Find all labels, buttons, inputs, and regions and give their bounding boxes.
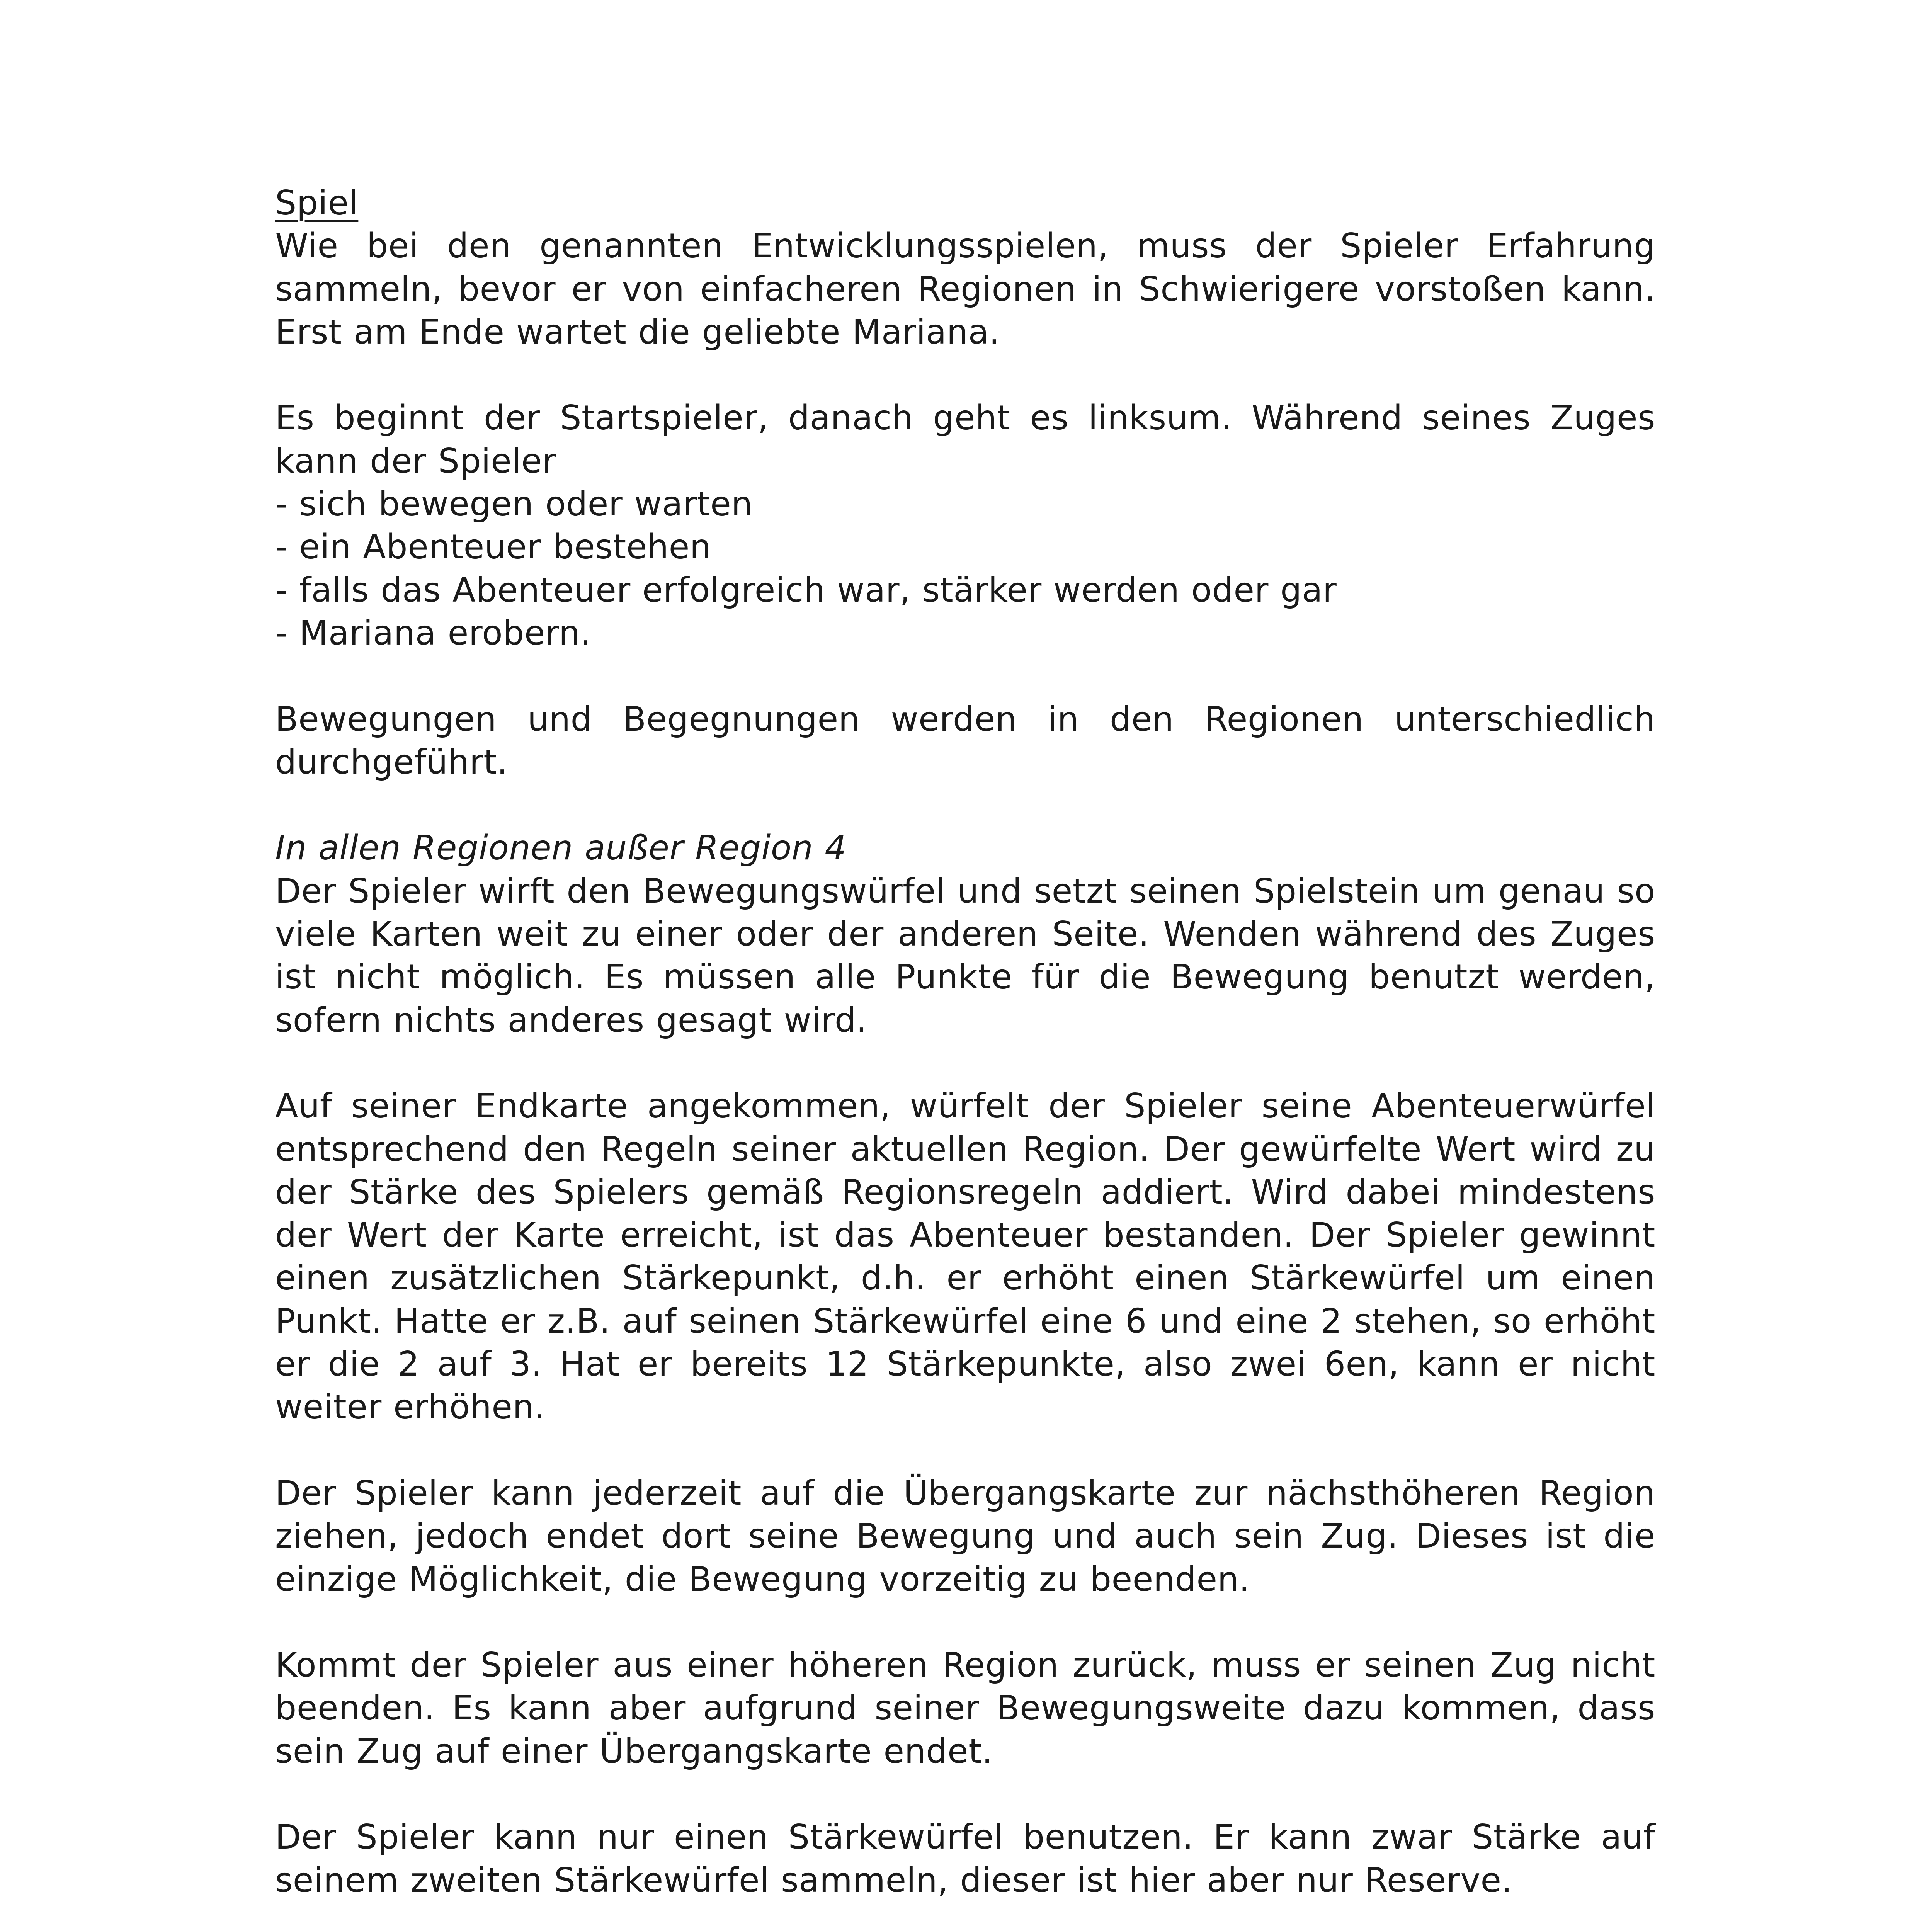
list-item: - ein Abenteuer bestehen bbox=[275, 527, 711, 567]
all-regions-block bbox=[275, 827, 1655, 1041]
all-regions-paragraph: Der Spieler kann nur einen Stärkewürfel benutzen. Er kann zwar Stärke auf seinem zweiten Stärkewürfel sammeln, dieser ist hier aber nur Reserve. bbox=[275, 1817, 1655, 1900]
turn-intro: Es beginnt der Startspieler, danach geht es linksum. Während seines Zuges kann der Spieler bbox=[275, 398, 1655, 481]
section-title: Spiel bbox=[275, 183, 359, 223]
intro-paragraph: Wie bei den genannten Entwicklungsspielen, muss der Spieler Erfahrung sammeln, bevor er von einfacheren Regionen in Schwierigere vorstoßen kann. Erst am Ende wartet die geliebte Mariana. bbox=[275, 226, 1655, 352]
document-body bbox=[275, 182, 1655, 1932]
turn-actions-list bbox=[275, 483, 1655, 655]
list-item: - sich bewegen oder warten bbox=[275, 484, 753, 524]
all-regions-paragraph: Auf seiner Endkarte angekommen, würfelt der Spieler seine Abenteuerwürfel entsprechend den Regeln seiner aktuellen Region. Der gewürfelte Wert wird zu der Stärke des Spielers gemäß Regionsregeln addiert. Wird dabei mindestens der Wert der Karte erreicht, ist das Abenteuer bestanden. Der Spieler gewinnt einen zusätzlichen Stärkepunkt, d.h. er erhöht einen Stärkewürfel um einen Punkt. Hatte er z.B. auf seinen Stärkewürfel eine 6 und eine 2 stehen, so erhöht er die 2 auf 3. Hat er bereits 12 Stärkepunkte, also zwei 6en, kann er nicht weiter erhöhen. bbox=[275, 1086, 1655, 1427]
all-regions-paragraph: Der Spieler kann jederzeit auf die Übergangskarte zur nächsthöheren Region ziehen, jedoch endet dort seine Bewegung und auch sein Zug. Dieses ist die einzige Möglichkeit, die Bewegung vorzeitig zu beenden. bbox=[275, 1473, 1655, 1599]
list-item: - Mariana erobern. bbox=[275, 613, 591, 653]
turn-block bbox=[275, 396, 1655, 655]
movement-intro-paragraph: Bewegungen und Begegnungen werden in den Regionen unterschiedlich durchgeführt. bbox=[275, 699, 1655, 782]
all-regions-heading: In allen Regionen außer Region 4 bbox=[275, 828, 847, 868]
all-regions-paragraph: Der Spieler wirft den Bewegungswürfel und setzt seinen Spielstein um genau so viele Karten weit zu einer oder der anderen Seite. Wenden während des Zuges ist nicht möglich. Es müssen alle Punkte für die Bewegung benutzt werden, sofern nichts anderes gesagt wird. bbox=[275, 871, 1655, 1040]
list-item: - falls das Abenteuer erfolgreich war, stärker werden oder gar bbox=[275, 570, 1337, 610]
all-regions-paragraph: Kommt der Spieler aus einer höheren Region zurück, muss er seinen Zug nicht beenden. Es kann aber aufgrund seiner Bewegungsweite dazu kommen, dass sein Zug auf einer Übergangskarte endet. bbox=[275, 1645, 1655, 1771]
